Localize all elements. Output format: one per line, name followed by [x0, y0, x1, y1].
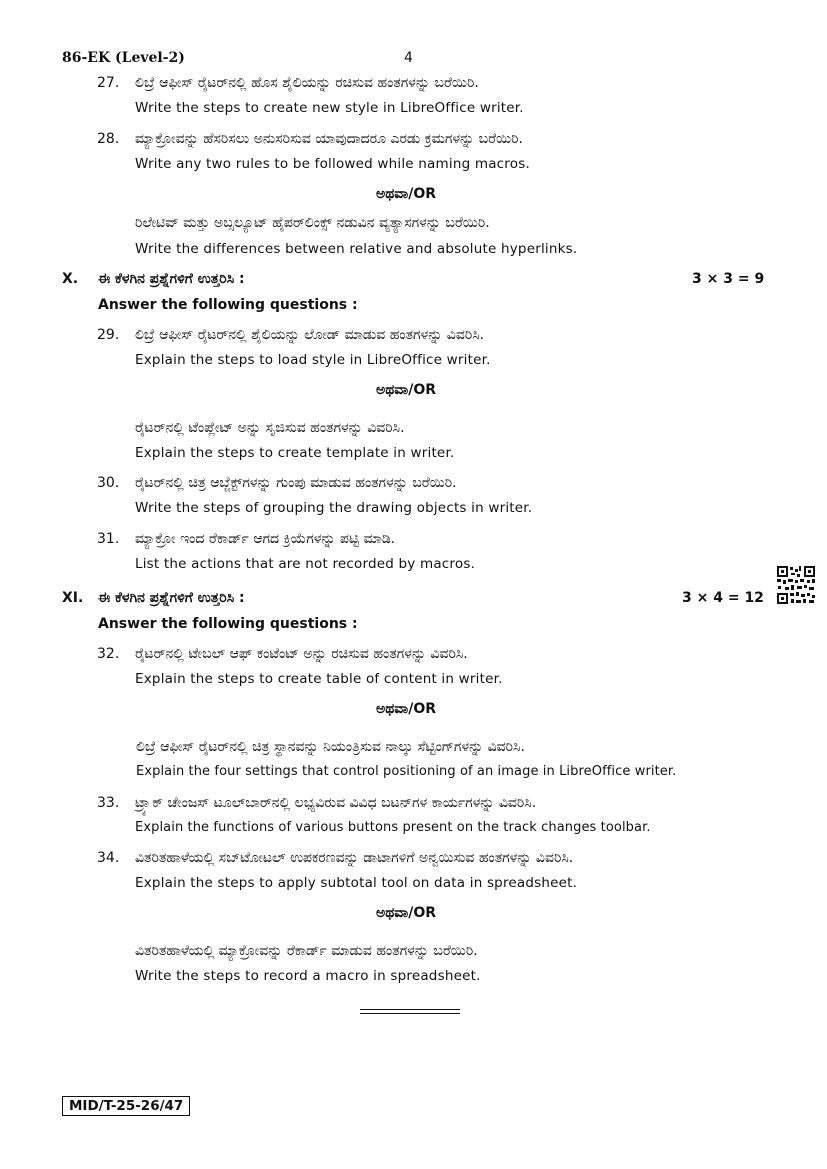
q28-alt-english: Write the differences between relative and absolute hyperlinks. — [135, 241, 578, 257]
q29-alt-kannada: ರೈಟರ್‌ನಲ್ಲಿ ಟೆಂಪ್ಲೇಟ್ ಅನ್ನು ಸೃಜಿಸುವ ಹಂತಗಳನ್ನು ವಿವರಿಸಿ. — [135, 420, 405, 436]
q32-kannada: ರೈಟರ್‌ನಲ್ಲಿ ಟೇಬಲ್ ಆಫ್ ಕಂಟೆಂಟ್ ಅನ್ನು ರಚಿಸುವ ಹಂತಗಳನ್ನು ವಿವರಿಸಿ. — [135, 646, 468, 662]
section-x-instruction: Answer the following questions : — [98, 297, 358, 313]
q34-english: Explain the steps to apply subtotal tool on data in spreadsheet. — [135, 875, 578, 891]
q31-number: 31. — [97, 531, 120, 547]
or-label: ಅಥವಾ/OR — [376, 382, 436, 398]
q27-kannada: ಲಿಬ್ರೆ ಆಫೀಸ್ ರೈಟರ್‌ನಲ್ಲಿ ಹೊಸ ಶೈಲಿಯನ್ನು ರಚಿಸುವ ಹಂತಗಳನ್ನು ಬರೆಯಿರಿ. — [135, 75, 479, 91]
section-xi-roman: XI. — [62, 590, 84, 606]
q30-kannada: ರೈಟರ್‌ನಲ್ಲಿ ಚಿತ್ರ ಆಬ್ಜೆಕ್ಟ್‌ಗಳನ್ನು ಗುಂಪು ಮಾಡುವ ಹಂತಗಳನ್ನು ಬರೆಯಿರಿ. — [135, 475, 457, 491]
q33-english: Explain the functions of various buttons present on the track changes toolbar. — [135, 820, 651, 835]
q29-english: Explain the steps to load style in LibreOffice writer. — [135, 352, 491, 368]
q32-number: 32. — [97, 646, 120, 662]
or-label: ಅಥವಾ/OR — [376, 186, 436, 202]
q29-kannada: ಲಿಬ್ರೆ ಆಫೀಸ್ ರೈಟರ್‌ನಲ್ಲಿ ಶೈಲಿಯನ್ನು ಲೋಡ್ ಮಾಡುವ ಹಂತಗಳನ್ನು ವಿವರಿಸಿ. — [135, 327, 485, 343]
or-label: ಅಥವಾ/OR — [376, 701, 436, 717]
q29-alt-english: Explain the steps to create template in writer. — [135, 445, 455, 461]
q28-number: 28. — [97, 131, 120, 147]
section-x-kannada: ಈ ಕೆಳಗಿನ ಪ್ರಶ್ನೆಗಳಿಗೆ ಉತ್ತರಿಸಿ : — [98, 271, 245, 287]
section-xi-instruction: Answer the following questions : — [98, 616, 358, 632]
section-x-roman: X. — [62, 271, 79, 287]
q31-english: List the actions that are not recorded by macros. — [135, 556, 476, 572]
q32-english: Explain the steps to create table of content in writer. — [135, 671, 503, 687]
q27-number: 27. — [97, 75, 120, 91]
section-xi-kannada: ಈ ಕೆಳಗಿನ ಪ್ರಶ್ನೆಗಳಿಗೆ ಉತ್ತರಿಸಿ : — [98, 590, 245, 606]
q34-alt-kannada: ವಿತರಿತಹಾಳೆಯಲ್ಲಿ ಮ್ಯಾಕ್ರೋವನ್ನು ರೆಕಾರ್ಡ್ ಮಾಡುವ ಹಂತಗಳನ್ನು ಬರೆಯಿರಿ. — [135, 943, 478, 959]
section-xi-marks: 3 × 4 = 12 — [682, 590, 764, 606]
section-x-marks: 3 × 3 = 9 — [692, 271, 765, 287]
paper-code: 86-EK (Level-2) — [62, 50, 185, 66]
q32-alt-english: Explain the four settings that control positioning of an image in LibreOffice writer. — [136, 764, 677, 779]
q34-kannada: ವಿತರಿತಹಾಳೆಯಲ್ಲಿ ಸಬ್‌ಟೋಟಲ್ ಉಪಕರಣವನ್ನು ಡಾಟಾಗಳಿಗೆ ಅನ್ವಯಿಸುವ ಹಂತಗಳನ್ನು ವಿವರಿಸಿ. — [135, 850, 574, 866]
q31-kannada: ಮ್ಯಾಕ್ರೋ ಇಂದ ರೆಕಾರ್ಡ್ ಆಗದ ಕ್ರಿಯೆಗಳನ್ನು ಪಟ್ಟಿ ಮಾಡಿ. — [135, 531, 396, 547]
q28-english: Write any two rules to be followed while naming macros. — [135, 156, 530, 172]
q34-alt-english: Write the steps to record a macro in spreadsheet. — [135, 968, 481, 984]
q27-english: Write the steps to create new style in LibreOffice writer. — [135, 100, 524, 116]
q28-kannada: ಮ್ಯಾಕ್ರೋವನ್ನು ಹೆಸರಿಸಲು ಅನುಸರಿಸುವ ಯಾವುದಾದರೂ ಎರಡು ಕ್ರಮಗಳನ್ನು ಬರೆಯಿರಿ. — [135, 131, 523, 147]
qr-code-icon — [776, 565, 816, 605]
end-rule — [360, 1013, 460, 1014]
footer-code: MID/T-25-26/47 — [62, 1096, 190, 1116]
end-rule — [360, 1009, 460, 1010]
q29-number: 29. — [97, 327, 120, 343]
or-label: ಅಥವಾ/OR — [376, 905, 436, 921]
page-number: 4 — [404, 50, 413, 66]
q30-number: 30. — [97, 475, 120, 491]
q32-alt-kannada: ಲಿಬ್ರೆ ಆಫೀಸ್ ರೈಟರ್‌ನಲ್ಲಿ ಚಿತ್ರ ಸ್ಥಾನವನ್ನು ನಿಯಂತ್ರಿಸುವ ನಾಲ್ಕು ಸೆಟ್ಟಿಂಗ್‌ಗಳನ್ನು ವಿವರಿಸಿ. — [136, 739, 525, 755]
q33-kannada: ಟ್ರ್ಯಾಕ್ ಚೇಂಜಸ್ ಟೂಲ್‌ಬಾರ್‌ನಲ್ಲಿ ಲಭ್ಯವಿರುವ ವಿವಿಧ ಬಟನ್‌ಗಳ ಕಾರ್ಯಗಳನ್ನು ವಿವರಿಸಿ. — [135, 795, 537, 811]
q34-number: 34. — [97, 850, 120, 866]
q33-number: 33. — [97, 795, 120, 811]
q30-english: Write the steps of grouping the drawing objects in writer. — [135, 500, 533, 516]
q28-alt-kannada: ರಿಲೇಟಿವ್ ಮತ್ತು ಅಬ್ಸಲ್ಯೂಟ್ ಹೈಪರ್‌ಲಿಂಕ್ಸ್ ನಡುವಿನ ವ್ಯತ್ಯಾಸಗಳನ್ನು ಬರೆಯಿರಿ. — [135, 215, 490, 231]
